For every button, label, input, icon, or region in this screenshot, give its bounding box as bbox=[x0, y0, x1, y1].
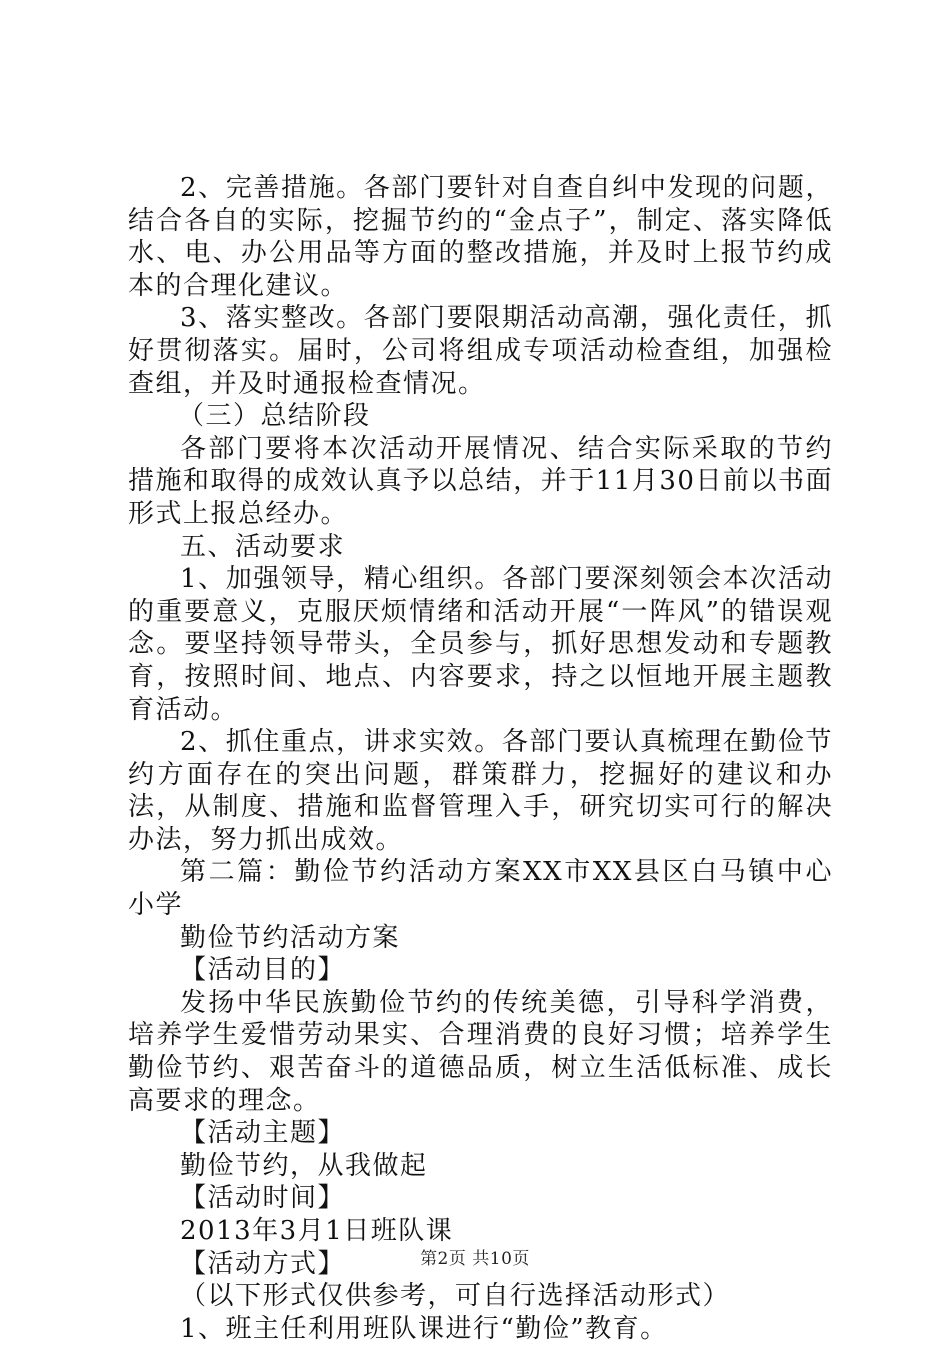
paragraph-activity-purpose: 发扬中华民族勤俭节约的传统美德，引导科学消费，培养学生爱惜劳动果实、合理消费的良好习惯；培养学生勤俭节约、艰苦奋斗的道德品质，树立生活低标准、成长高要求的理念。 bbox=[128, 987, 833, 1116]
heading-activity-theme: 【活动主题】 bbox=[180, 1118, 346, 1149]
heading-second-chapter: 第二篇：勤俭节约活动方案XX市XX县区白马镇中心小学 bbox=[128, 857, 833, 921]
document-body bbox=[128, 172, 833, 1345]
paragraph-strengthen-leadership: 1、加强领导，精心组织。各部门要深刻领会本次活动的重要意义，克服厌烦情绪和活动开展“一阵风”的错误观念。要坚持领导带头，全员参与，抓好思想发动和专题教育，按照时间、地点、内容要求，持之以恒地开展主题教育活动。 bbox=[128, 564, 833, 725]
heading-activity-method: 【活动方式】 bbox=[180, 1248, 346, 1279]
paragraph-improve-measures: 2、完善措施。各部门要针对自查自纠中发现的问题，结合各自的实际，挖掘节约的“金点子”，制定、落实降低水、电、办公用品等方面的整改措施，并及时上报节约成本的合理化建议。 bbox=[128, 173, 833, 301]
heading-activity-purpose: 【活动目的】 bbox=[180, 955, 346, 986]
heading-activity-requirements: 五、活动要求 bbox=[180, 531, 346, 562]
paragraph-method-item-1: 1、班主任利用班队课进行“勤俭”教育。 bbox=[180, 1313, 668, 1344]
paragraph-activity-theme: 勤俭节约，从我做起 bbox=[180, 1150, 428, 1181]
paragraph-method-note: （以下形式仅供参考，可自行选择活动形式） bbox=[180, 1281, 731, 1312]
paragraph-implement-rectification: 3、落实整改。各部门要限期活动高潮，强化责任，抓好贯彻落实。届时，公司将组成专项活动检查组，加强检查组，并及时通报检查情况。 bbox=[128, 303, 833, 399]
page-number-footer: 第2页 共10页 bbox=[420, 1249, 530, 1269]
heading-plan-title: 勤俭节约活动方案 bbox=[180, 922, 401, 953]
heading-activity-time: 【活动时间】 bbox=[180, 1183, 346, 1214]
heading-summary-stage: （三）总结阶段 bbox=[178, 401, 371, 432]
paragraph-summary-report: 各部门要将本次活动开展情况、结合实际采取的节约措施和取得的成效认真予以总结，并于11月30日前以书面形式上报总经办。 bbox=[128, 433, 833, 529]
paragraph-activity-time: 2013年3月1日班队课 bbox=[180, 1216, 454, 1246]
paragraph-focus-results: 2、抓住重点，讲求实效。各部门要认真梳理在勤俭节约方面存在的突出问题，群策群力，挖掘好的建议和办法，从制度、措施和监督管理入手，研究切实可行的解决办法，努力抓出成效。 bbox=[128, 727, 833, 855]
